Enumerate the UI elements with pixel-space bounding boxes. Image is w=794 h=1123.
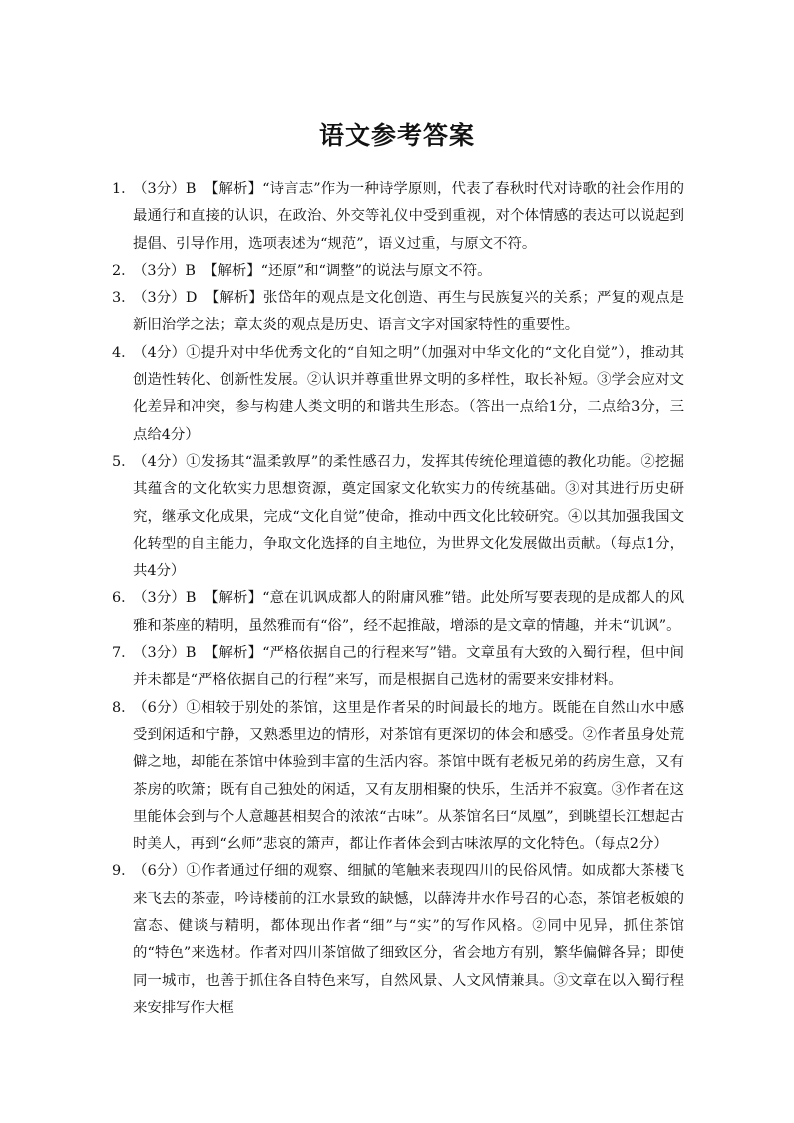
answer-text: （6分）①相较于别处的茶馆，这里是作者呆的时间最长的地方。既能在自然山水中感受到闲适和宁静，又熟悉里边的情形，对茶馆有更深切的体会和感受。②作者虽身处荒僻之地，却能在茶馆中体验到丰富的生活内容。茶馆中既有老板兄弟的药房生意，又有茶房的吹箫；既有自己独处的闲适，又有友朋相聚的快乐，生活并不寂寞。③作者在这里能体会到与个人意趣甚相契合的浓浓“古味”。从茶馆名曰“凤凰”，到眺望长江想起古时美人，再到“幺师”悲哀的箫声，都让作者体会到古味浓厚的文化特色。（每点2分）	[133, 699, 684, 853]
answer-item-4	[112, 340, 684, 449]
answer-number: 6．	[112, 590, 136, 607]
answer-item-1	[112, 176, 684, 258]
answer-item-6	[112, 585, 684, 640]
answer-item-7	[112, 640, 684, 695]
answer-number: 2．	[112, 262, 136, 279]
answer-number: 7．	[112, 645, 136, 662]
answer-text: （4分）①提升对中华优秀文化的“自知之明”（加强对中华文化的“文化自觉”），推动其创造性转化、创新性发展。②认识并尊重世界文明的多样性，取长补短。③学会应对文化差异和冲突，参与构建人类文明的和谐共生形态。（答出一点给1分，二点给3分，三点给4分）	[133, 344, 684, 443]
answer-number: 8．	[112, 699, 136, 716]
answer-number: 4．	[112, 344, 136, 361]
answer-item-2	[112, 258, 684, 285]
answer-number: 3．	[112, 290, 136, 307]
answer-list	[112, 176, 684, 1022]
answer-number: 1．	[112, 181, 136, 197]
answer-item-9	[112, 858, 684, 1022]
answer-item-8	[112, 695, 684, 859]
answer-text: （3分）D 【解析】张岱年的观点是文化创造、再生与民族复兴的关系；严复的观点是新旧治学之法；章太炎的观点是历史、语言文字对国家特性的重要性。	[133, 290, 684, 334]
answer-text: （3分）B 【解析】“诗言志”作为一种诗学原则，代表了春秋时代对诗歌的社会作用的最通行和直接的认识，在政治、外交等礼仪中受到重视，对个体情感的表达可以说起到提倡、引导作用，选项表述为“规范”，语义过重，与原文不符。	[133, 181, 684, 252]
answer-text: （3分）B 【解析】“意在讥讽成都人的附庸风雅”错。此处所写要表现的是成都人的风雅和茶座的精明，虽然雅而有“俗”，经不起推敲，增添的是文章的情趣，并未“讥讽”。	[133, 590, 684, 634]
answer-text: （4分）①发扬其“温柔敦厚”的柔性感召力，发挥其传统伦理道德的教化功能。②挖掘其蕴含的文化软实力思想资源，奠定国家文化软实力的传统基础。③对其进行历史研究，继承文化成果，完成“文化自觉”使命，推动中西文化比较研究。④以其加强我国文化转型的自主能力，争取文化选择的自主地位，为世界文化发展做出贡献。（每点1分，共4分）	[133, 453, 684, 580]
answer-item-3	[112, 285, 684, 340]
answer-text: （3分）B 【解析】“还原”和“调整”的说法与原文不符。	[133, 262, 492, 279]
answer-item-5	[112, 449, 684, 585]
answer-number: 5．	[112, 453, 136, 470]
answer-text: （3分）B 【解析】“严格依据自己的行程来写”错。文章虽有大致的入蜀行程，但中间并未都是“严格依据自己的行程”来写，而是根据自己选材的需要来安排材料。	[133, 645, 684, 689]
answer-number: 9．	[112, 863, 136, 880]
page-title: 语文参考答案	[318, 121, 475, 150]
answer-text: （6分）①作者通过仔细的观察、细腻的笔触来表现四川的民俗风情。如成都大茶楼飞来飞去的茶壶，吟诗楼前的江水景致的缺憾，以薛涛井水作号召的心态，茶馆老板娘的富态、健谈与精明，都体现出作者“细”与“实”的写作风格。②同中见异，抓住茶馆的“特色”来选材。作者对四川茶馆做了细致区分，省会地方有别，繁华偏僻各异；即使同一城市，也善于抓住各自特色来写，自然风景、人文风情兼具。③文章在以入蜀行程来安排写作大框	[133, 863, 684, 1016]
